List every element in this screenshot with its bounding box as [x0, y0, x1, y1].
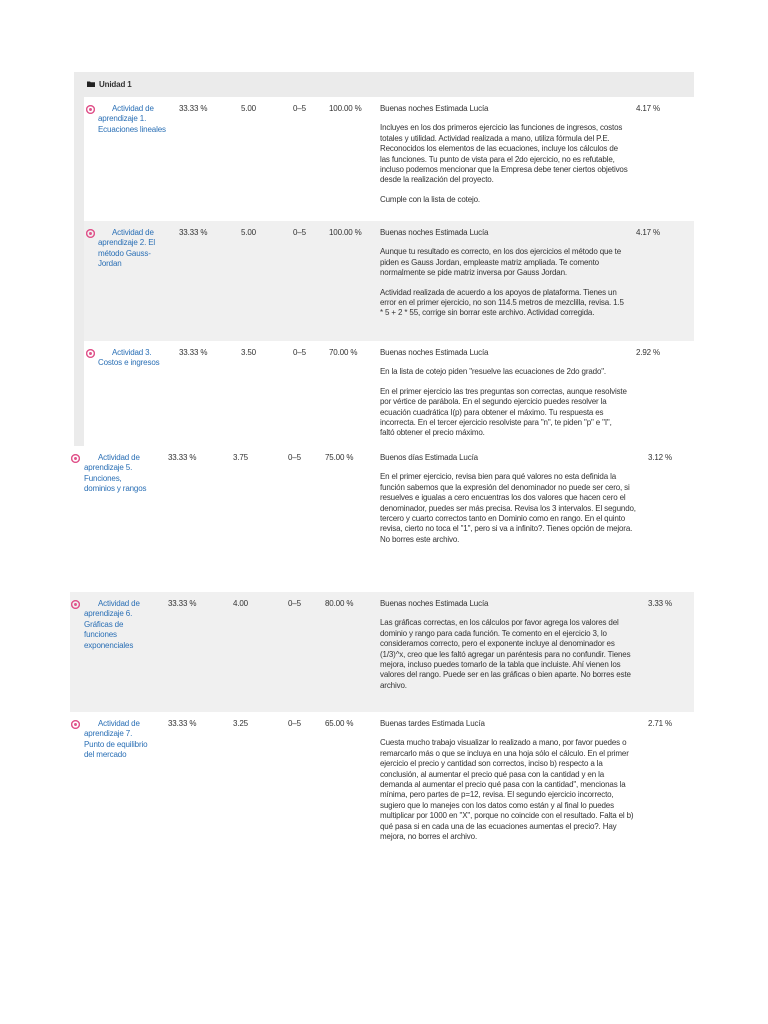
grade-item-name-line: Actividad de [98, 453, 140, 462]
assignment-icon [86, 349, 95, 358]
grade-item-name-line: Funciones, [84, 473, 122, 483]
grade-item-name-line: Punto de equilibrio [84, 739, 148, 749]
weight-cell: 33.33 % [168, 599, 197, 608]
range-cell: 0–5 [293, 348, 306, 357]
grade-cell: 3.25 [233, 719, 248, 728]
feedback-cell [380, 104, 628, 214]
grade-item-link[interactable] [98, 348, 178, 369]
range-cell: 0–5 [293, 104, 306, 113]
grade-item-name-line: aprendizaje 6. [84, 609, 133, 619]
contribution-cell: 4.17 % [636, 104, 661, 113]
assignment-icon [71, 720, 80, 729]
section-header [74, 72, 694, 97]
feedback-paragraph: Cumple con la lista de cotejo. [380, 194, 481, 204]
grade-item-link[interactable] [98, 104, 178, 135]
feedback-title: Buenas noches Estimada Lucía [380, 104, 489, 113]
contribution-cell: 3.33 % [648, 599, 673, 608]
feedback-cell [380, 453, 636, 554]
feedback-cell [380, 599, 636, 700]
weight-cell: 33.33 % [168, 719, 197, 728]
grade-item-name-line: aprendizaje 7. [84, 729, 133, 739]
range-cell: 0–5 [293, 228, 306, 237]
folder-icon [87, 81, 95, 87]
grade-cell: 5.00 [241, 228, 256, 237]
feedback-paragraph: Aunque tu resultado es correcto, en los dos ejercicios el método que te piden es Gauss Jordan, empleaste matriz ampliada. Te comento normalmente se pide matriz inversa por Gauss Jordan. [380, 247, 622, 278]
percentage-cell: 70.00 % [329, 348, 358, 357]
contribution-cell: 2.71 % [648, 719, 673, 728]
grade-item-name-line: funciones [84, 630, 117, 640]
weight-cell: 33.33 % [179, 104, 208, 113]
grade-item-name-line: método Gauss- [98, 248, 151, 258]
percentage-cell: 100.00 % [329, 228, 362, 237]
grade-cell: 4.00 [233, 599, 248, 608]
feedback-title: Buenas noches Estimada Lucía [380, 228, 489, 237]
grade-item-name-line: aprendizaje 2. El [98, 238, 156, 248]
range-cell: 0–5 [288, 453, 301, 462]
grade-item-name-line: aprendizaje 1. [98, 114, 147, 124]
feedback-paragraph: Incluyes en los dos primeros ejercicio las funciones de ingresos, costos totales y utilidad. Actividad realizada a mano, utiliza fórmula del P.E. Reconocidos los elementos de las ecuaciones, incluye los cálculos de las funciones. Tu punto de vista para el 2do ejercicio, no es refutable, incluso podemos mencionar que la Empresa debe tener ciertos objetivos desde la realización del proyecto. [380, 123, 628, 185]
grade-item-name-line: Actividad 3. [112, 348, 152, 357]
grade-item-name-line: Actividad de [112, 228, 154, 237]
grade-cell: 3.50 [241, 348, 256, 357]
grade-cell: 5.00 [241, 104, 256, 113]
grade-item-name-line: Ecuaciones lineales [98, 124, 166, 134]
feedback-title: Buenas tardes Estimada Lucía [380, 719, 485, 728]
feedback-title: Buenas noches Estimada Lucía [380, 599, 489, 608]
grade-cell: 3.75 [233, 453, 248, 462]
contribution-cell: 3.12 % [648, 453, 673, 462]
assignment-icon [71, 454, 80, 463]
grade-item-name-line: Costos e ingresos [98, 358, 160, 368]
grade-item-link[interactable] [84, 599, 164, 651]
grade-item-name-line: del mercado [84, 750, 127, 760]
range-cell: 0–5 [288, 599, 301, 608]
feedback-paragraph: En la lista de cotejo piden "resuelve las ecuaciones de 2do grado". [380, 367, 607, 377]
percentage-cell: 100.00 % [329, 104, 362, 113]
feedback-paragraph: Actividad realizada de acuerdo a los apoyos de plataforma. Tienes un error en el primer ejercicio, no son 114.5 metros de mezclilla, revisa. 1.5 * 5 + 2 * 55, corrige sin borrar este archivo. Actividad corregida. [380, 287, 624, 318]
contribution-cell: 2.92 % [636, 348, 661, 357]
grade-item-name-line: Gráficas de [84, 619, 124, 629]
feedback-paragraph: Las gráficas correctas, en los cálculos por favor agrega los valores del dominio y rango para cada función. Te comento en el ejercicio 3, lo consideramos correcto, pero el exponente incluye al denominador es (1/3)^x, creo que les faltó agregar un paréntesis para no confundir. Tienes mejora, incluso puedes tomarlo de la tabla que incluiste. Ahí vienen los valores del rango. Puede ser en las gráficas o bien aparte. No borres este archivo. [380, 618, 631, 690]
grade-item-link[interactable] [84, 453, 164, 495]
range-cell: 0–5 [288, 719, 301, 728]
grade-item-name-line: Actividad de [98, 719, 140, 728]
feedback-title: Buenas noches Estimada Lucía [380, 348, 489, 357]
percentage-cell: 75.00 % [325, 453, 354, 462]
feedback-cell [380, 719, 636, 851]
percentage-cell: 65.00 % [325, 719, 354, 728]
feedback-paragraph: En el primer ejercicio, revisa bien para qué valores no esta definida la función sabemos que la expresión del denominador no puede ser cero, si resuelves e igualas a cero encuentras los dos valores que hacen cero el denominador, puedes ser más precisa. Revisa los 3 intervalos. El segundo, tercero y cuarto correctos tanto en Dominio como en rango. En el quinto revisa, cierto no toca el "1", pero si va a infinito?. Tienes opción de mejora. No borres este archivo. [380, 472, 636, 544]
weight-cell: 33.33 % [179, 228, 208, 237]
feedback-cell [380, 228, 626, 328]
section-title: Unidad 1 [99, 80, 132, 89]
section-rule [74, 97, 84, 446]
grade-item-name-line: Actividad de [98, 599, 140, 608]
assignment-icon [86, 229, 95, 238]
weight-cell: 33.33 % [179, 348, 208, 357]
assignment-icon [71, 600, 80, 609]
grade-item-name-line: Actividad de [112, 104, 154, 113]
feedback-title: Buenos días Estimada Lucía [380, 453, 478, 462]
feedback-paragraph: Cuesta mucho trabajo visualizar lo realizado a mano, por favor puedes o remarcarlo más o que se incluya en una hoja sólo el cálculo. En el primer ejercicio el precio y cantidad son correctos, inciso b) respecto a la conclusión, al aumentar el precio qué pasa con la cantidad y en la demanda al aumentar el precio qué pasa con la cantidad", mencionas la mínima, pero partes de p=12, revisa. El segundo ejercicio incorrecto, sugiero que lo manejes con los datos como están y al final lo puedes multiplicar por 1000 en "X", porque no coincide con el resultado. Falta el b) qué pasa si en cada una de las ecuaciones aumentas el precio?. Hay mejora, no borres el archivo. [380, 738, 634, 842]
grade-item-name-line: dominios y rangos [84, 484, 147, 494]
grade-item-link[interactable] [98, 228, 178, 270]
grade-item-name-line: exponenciales [84, 640, 134, 650]
grade-item-link[interactable] [84, 719, 164, 761]
weight-cell: 33.33 % [168, 453, 197, 462]
grade-item-name-line: aprendizaje 5. [84, 463, 133, 473]
grade-item-name-line: Jordan [98, 259, 122, 269]
contribution-cell: 4.17 % [636, 228, 661, 237]
feedback-paragraph: En el primer ejercicio las tres preguntas son correctas, aunque resolviste por vértice de parábola. En el segundo ejercicio puedes resolver la ecuación cuadrática I(p) para obtener el máximo. Tu respuesta es incorrecta. En el tercer ejercicio resolviste para "n", te piden "p" e "I", faltó obtener el precio máximo. [380, 386, 627, 438]
assignment-icon [86, 105, 95, 114]
percentage-cell: 80.00 % [325, 599, 354, 608]
feedback-cell [380, 348, 628, 448]
